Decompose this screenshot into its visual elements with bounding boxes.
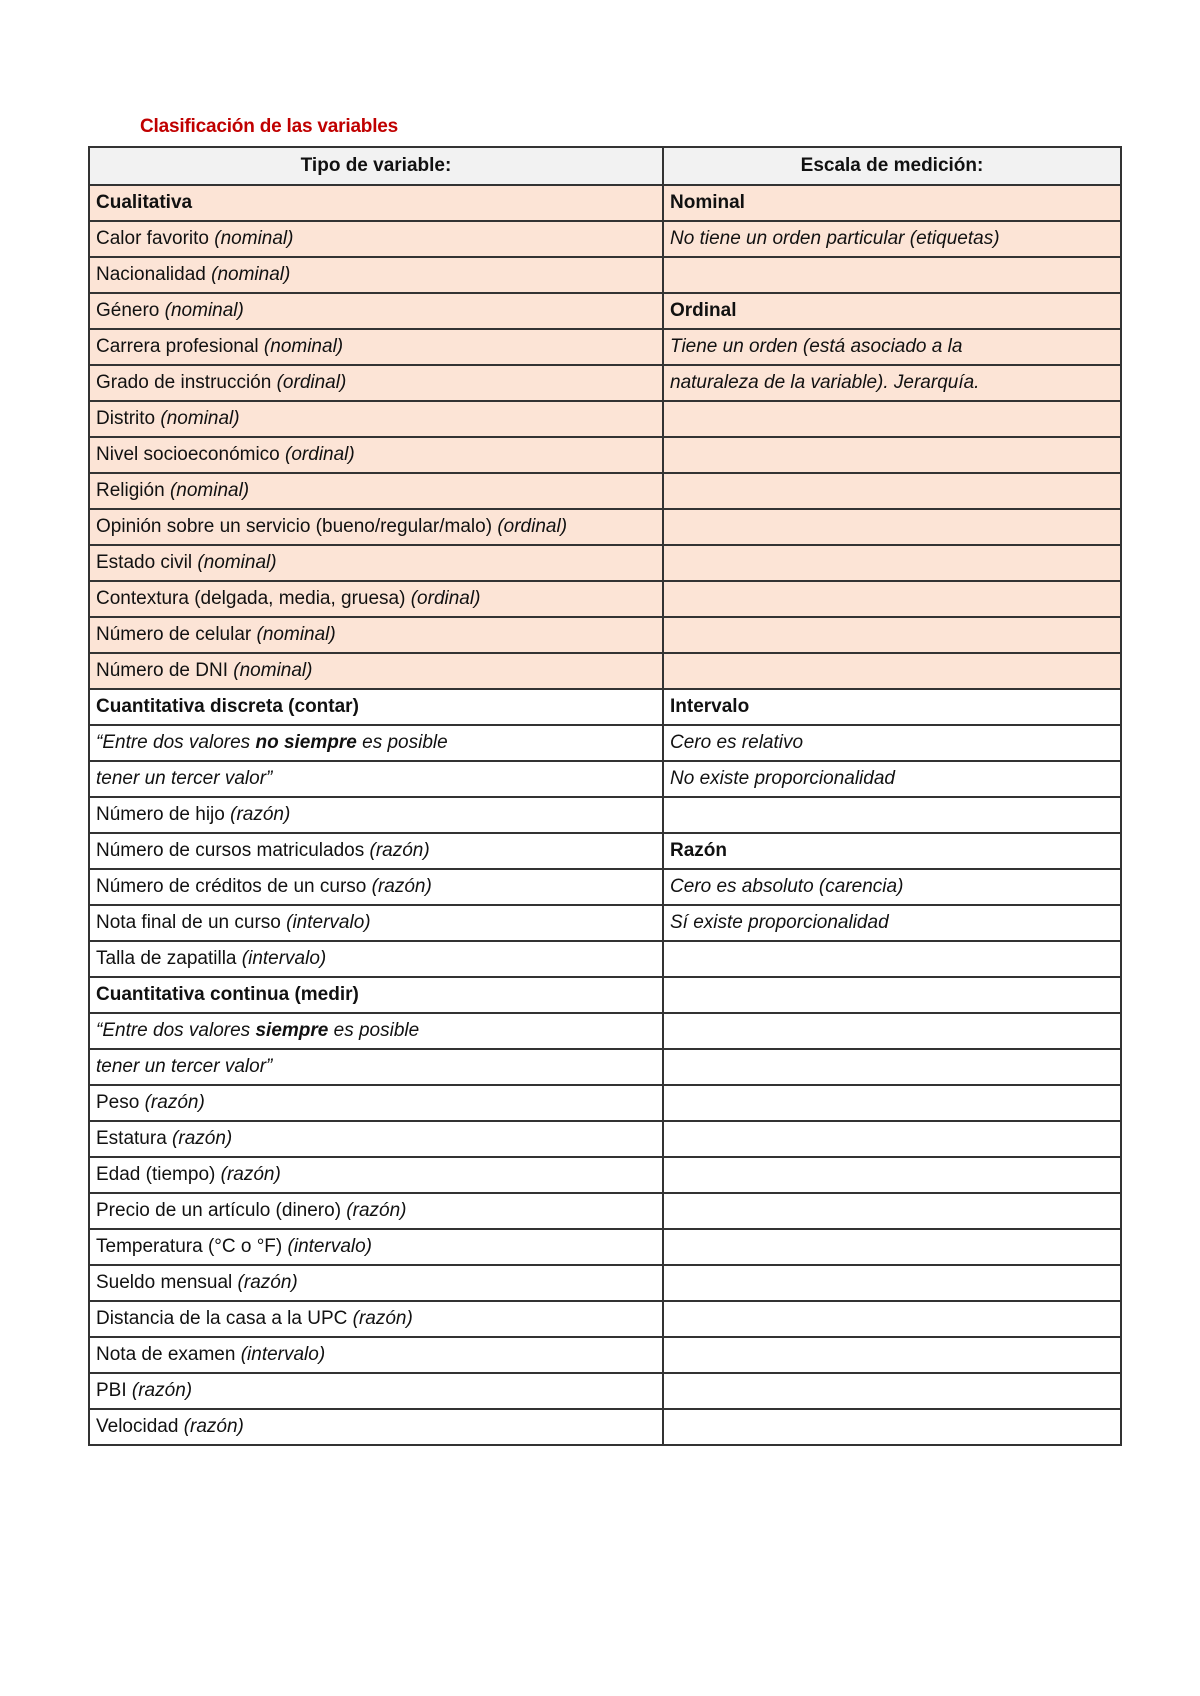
cell-text: Cualitativa [96,192,193,213]
measurement-scale-cell [663,797,1121,833]
table-row [89,221,1121,257]
cell-text: (nominal) [169,480,250,501]
variable-type-cell [89,329,663,365]
cell-text: Precio de un artículo (dinero) [96,1200,347,1221]
variable-type-cell [89,1265,663,1301]
measurement-scale-cell [663,1373,1121,1409]
variable-type-cell [89,1013,663,1049]
variable-type-cell [89,1301,663,1337]
table-row [89,1121,1121,1157]
table-row [89,689,1121,725]
measurement-scale-cell [663,905,1121,941]
cell-text: es posible [328,1020,420,1041]
table-row [89,1337,1121,1373]
variable-type-cell [89,1157,663,1193]
variable-type-cell [89,761,663,797]
cell-text: Estado civil [96,552,198,573]
measurement-scale-cell [663,833,1121,869]
measurement-scale-cell [663,545,1121,581]
cell-text: Distancia de la casa a la UPC [96,1308,353,1329]
cell-text: Estatura [96,1128,173,1149]
cell-text: naturaleza de la variable). Jerarquía. [670,372,980,393]
cell-text: (razón) [352,1308,413,1329]
cell-text: es posible [356,732,448,753]
variable-type-cell [89,725,663,761]
variable-type-cell [89,293,663,329]
table-row [89,1049,1121,1085]
variable-type-cell [89,185,663,221]
variable-type-cell [89,509,663,545]
variable-type-cell [89,221,663,257]
cell-text: Grado de instrucción [96,372,277,393]
cell-text: (razón) [172,1128,233,1149]
measurement-scale-cell [663,725,1121,761]
measurement-scale-cell [663,329,1121,365]
table-row [89,869,1121,905]
cell-text: Nominal [670,192,745,213]
cell-text: (razón) [230,804,291,825]
variable-type-cell [89,869,663,905]
variable-type-cell [89,365,663,401]
variable-type-cell [89,257,663,293]
measurement-scale-cell [663,509,1121,545]
cell-text: Velocidad [96,1416,184,1437]
table-row [89,509,1121,545]
cell-text: Número de hijo [96,804,231,825]
cell-text: (razón) [183,1416,244,1437]
table-row [89,293,1121,329]
cell-text: Talla de zapatilla [96,948,242,969]
cell-text: Edad (tiempo) [96,1164,221,1185]
variable-type-cell [89,545,663,581]
table-row [89,617,1121,653]
measurement-scale-cell [663,1337,1121,1373]
measurement-scale-cell [663,689,1121,725]
cell-text: Religión [96,480,170,501]
cell-text: (razón) [346,1200,407,1221]
measurement-scale-cell [663,1409,1121,1445]
measurement-scale-cell [663,257,1121,293]
cell-text: No existe proporcionalidad [670,768,895,789]
table-row [89,797,1121,833]
cell-text: (ordinal) [497,516,568,537]
variables-table [88,146,1122,1446]
cell-text: Número de DNI [96,660,234,681]
cell-text: Carrera profesional [96,336,264,357]
variable-type-cell [89,1373,663,1409]
cell-text: (intervalo) [287,1236,373,1257]
cell-text: tener un tercer valor” [96,768,273,789]
cell-text: Número de cursos matriculados [96,840,370,861]
cell-text: (intervalo) [240,1344,326,1365]
cell-text: (intervalo) [286,912,371,933]
cell-text: Número de créditos de un curso [96,876,372,897]
table-row [89,545,1121,581]
cell-text: Cero es relativo [670,732,804,753]
measurement-scale-cell [663,869,1121,905]
measurement-scale-cell [663,1193,1121,1229]
variable-type-cell [89,1193,663,1229]
variable-type-cell [89,1121,663,1157]
table-row [89,329,1121,365]
cell-text: Nivel socioeconómico [96,444,286,465]
cell-text: (nominal) [214,228,294,249]
table-row [89,761,1121,797]
measurement-scale-cell [663,473,1121,509]
measurement-scale-cell [663,1121,1121,1157]
variable-type-cell [89,1229,663,1265]
measurement-scale-cell [663,977,1121,1013]
cell-text: (intervalo) [241,948,327,969]
measurement-scale-cell [663,1013,1121,1049]
header-variable-type: Tipo de variable: [89,147,663,185]
cell-text: Cuantitativa continua (medir) [96,984,359,1005]
variable-type-cell [89,437,663,473]
cell-text: (nominal) [233,660,313,681]
cell-text: “Entre dos valores [96,1020,256,1041]
cell-text: Nota de examen [96,1344,241,1365]
variable-type-cell [89,833,663,869]
variable-type-cell [89,1085,663,1121]
table-row [89,905,1121,941]
table-row [89,1409,1121,1445]
measurement-scale-cell [663,1049,1121,1085]
cell-text: Nacionalidad [96,264,212,285]
table-row [89,1157,1121,1193]
cell-text: Distrito [96,408,161,429]
cell-text: Cuantitativa discreta (contar) [96,696,359,717]
cell-text: Sueldo mensual [96,1272,238,1293]
cell-text: (razón) [369,840,430,861]
table-row [89,977,1121,1013]
cell-text: (nominal) [197,552,277,573]
measurement-scale-cell [663,1085,1121,1121]
table-row [89,581,1121,617]
variable-type-cell [89,581,663,617]
cell-text: Opinión sobre un servicio (bueno/regular/malo) [96,516,498,537]
table-row [89,1085,1121,1121]
measurement-scale-cell [663,941,1121,977]
cell-text: (nominal) [164,300,244,321]
table-row [89,1229,1121,1265]
cell-text: Sí existe proporcionalidad [670,912,889,933]
table-row [89,1373,1121,1409]
variable-type-cell [89,941,663,977]
measurement-scale-cell [663,293,1121,329]
table-row [89,1193,1121,1229]
measurement-scale-cell [663,1265,1121,1301]
cell-text: (nominal) [211,264,291,285]
variable-type-cell [89,1049,663,1085]
table-row [89,437,1121,473]
variable-type-cell [89,1337,663,1373]
table-row [89,833,1121,869]
cell-text: (nominal) [263,336,344,357]
variable-type-cell [89,977,663,1013]
table-row [89,401,1121,437]
table-row [89,473,1121,509]
measurement-scale-cell [663,617,1121,653]
cell-text: Nota final de un curso [96,912,287,933]
cell-text: siempre [255,1020,329,1041]
variable-type-cell [89,689,663,725]
variable-type-cell [89,1409,663,1445]
cell-text: Tiene un orden (está asociado a la [670,336,963,357]
cell-text: Ordinal [670,300,737,321]
table-row [89,941,1121,977]
variable-type-cell [89,797,663,833]
measurement-scale-cell [663,1229,1121,1265]
cell-text: Calor favorito [96,228,215,249]
table-row [89,257,1121,293]
measurement-scale-cell [663,365,1121,401]
variable-type-cell [89,401,663,437]
table-row [89,1265,1121,1301]
cell-text: (nominal) [256,624,336,645]
cell-text: No tiene un orden particular (etiquetas) [670,228,1000,249]
cell-text: Intervalo [670,696,750,717]
cell-text: no siempre [255,732,357,753]
measurement-scale-cell [663,1301,1121,1337]
table-row [89,725,1121,761]
table-row [89,1301,1121,1337]
cell-text: (razón) [371,876,432,897]
cell-text: PBI [96,1380,132,1401]
measurement-scale-cell [663,185,1121,221]
measurement-scale-cell [663,761,1121,797]
cell-text: (ordinal) [410,588,481,609]
cell-text: Número de celular [96,624,257,645]
table-row [89,653,1121,689]
measurement-scale-cell [663,437,1121,473]
cell-text: (nominal) [160,408,240,429]
cell-text: Contextura (delgada, media, gruesa) [96,588,411,609]
measurement-scale-cell [663,221,1121,257]
cell-text: (razón) [237,1272,298,1293]
cell-text: tener un tercer valor” [96,1056,273,1077]
variable-type-cell [89,473,663,509]
measurement-scale-cell [663,1157,1121,1193]
table-body [89,185,1121,1445]
table-header-row [89,147,1121,185]
cell-text: (razón) [131,1380,193,1401]
table-row [89,185,1121,221]
cell-text: Razón [670,840,727,861]
measurement-scale-cell [663,653,1121,689]
cell-text: Peso [96,1092,145,1113]
cell-text: (razón) [144,1092,205,1113]
table-row [89,365,1121,401]
cell-text: “Entre dos valores [96,732,256,753]
variable-type-cell [89,617,663,653]
cell-text: (ordinal) [276,372,347,393]
cell-text: Género [96,300,165,321]
header-measurement-scale: Escala de medición: [663,147,1121,185]
cell-text: (ordinal) [285,444,355,465]
page-title: Clasificación de las variables [140,116,399,137]
table-row [89,1013,1121,1049]
variable-type-cell [89,653,663,689]
cell-text: Cero es absoluto (carencia) [670,876,904,897]
cell-text: Temperatura (°C o °F) [96,1236,288,1257]
measurement-scale-cell [663,401,1121,437]
variable-type-cell [89,905,663,941]
measurement-scale-cell [663,581,1121,617]
cell-text: (razón) [220,1164,281,1185]
